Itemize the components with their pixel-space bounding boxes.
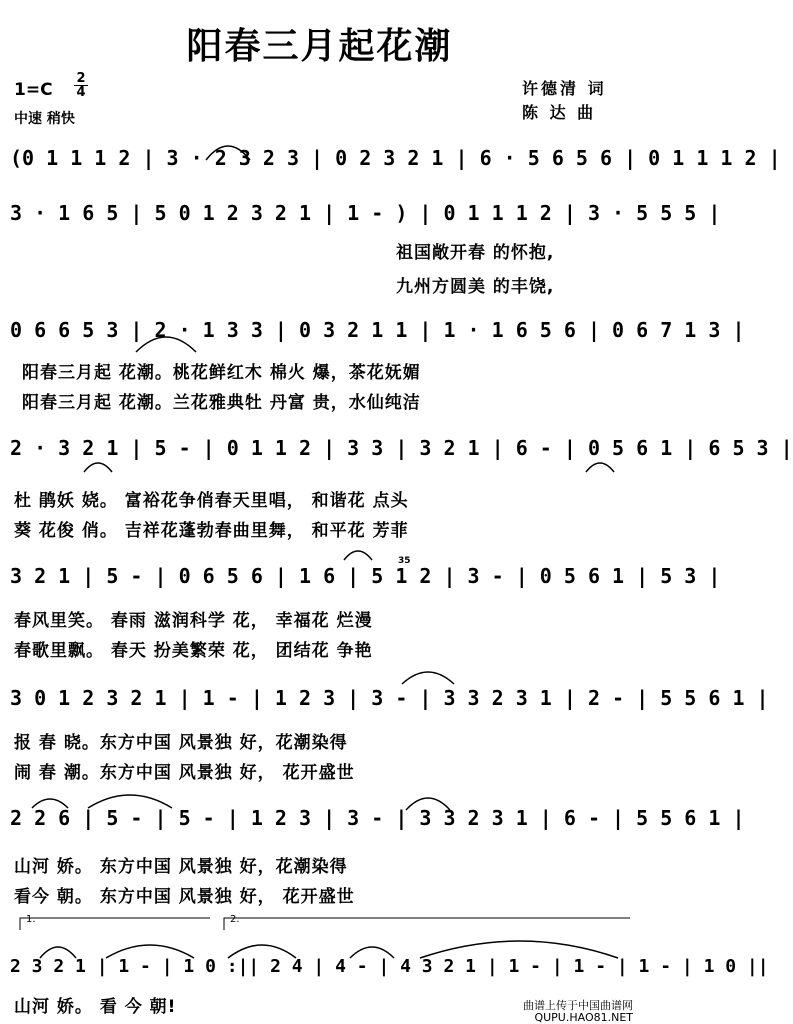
lyric-row-7-verse-1: 山河 娇。 东方中国 风景独 好，花潮染得	[14, 857, 348, 877]
row-1-notes: (0 1 1 1 2 | 3 · 2 3 2 3 | 0 2 3 2 1 | 6 · 5 6 5 6 | 0 1 1 1 2 |	[10, 146, 781, 170]
slur	[206, 146, 250, 160]
time-signature-top: 2	[74, 72, 88, 86]
volta-second: 2.	[230, 914, 240, 925]
time-signature-bottom: 4	[76, 85, 86, 100]
lyricist-credit: 许德清 词	[522, 79, 607, 98]
volta-first: 1.	[26, 914, 36, 925]
slur	[586, 463, 614, 472]
lyric-row-8: 山河 娇。 看 今 朝!	[14, 997, 177, 1017]
row-3-notes: 0 6 6 5 3 | 2 · 1 3 3 | 0 3 2 1 1 | 1 · 1 6 5 6 | 0 6 7 1 3 |	[10, 318, 745, 342]
lyric-row-6-verse-2: 闹 春 潮。东方中国 风景独 好， 花开盛世	[14, 763, 355, 783]
lyric-row-5-verse-1: 春风里笑。 春雨 滋润科学 花， 幸福花 烂漫	[14, 611, 373, 631]
slur	[88, 795, 172, 808]
watermark-line-1: 曲谱上传于中国曲谱网	[523, 999, 633, 1012]
volta-bracket	[20, 918, 210, 930]
lyric-row-3-verse-1: 阳春三月起 花潮。桃花鲜红木 棉火 爆，茶花妩媚	[22, 363, 421, 383]
slur	[84, 463, 112, 472]
key-signature: 1=C	[14, 80, 53, 100]
grace-note: 35	[398, 556, 411, 566]
slur	[136, 337, 196, 352]
row-4-notes: 2 · 3 2 1 | 5 - | 0 1 1 2 | 3 3 | 3 2 1 | 6 - | 0 5 6 1 | 6 5 3 |	[10, 436, 793, 460]
slur	[228, 945, 296, 958]
lyric-row-4-verse-1: 杜 鹃妖 娆。 富裕花争俏春天里唱， 和谐花 点头	[14, 491, 409, 511]
slur	[406, 798, 450, 810]
row-5-notes: 3 2 1 | 5 - | 0 6 5 6 | 1 6 | 5 1 2 | 3 - | 0 5 6 1 | 5 3 |	[10, 564, 721, 588]
composer-credit: 陈 达 曲	[522, 103, 597, 122]
slur	[40, 947, 76, 958]
volta-bracket	[224, 918, 630, 930]
slur	[344, 551, 372, 560]
lyric-row-2-verse-1: 祖国敞开春 的怀抱,	[396, 243, 555, 263]
slur	[350, 947, 394, 958]
watermark-line-2: QUPU.HAO81.NET	[534, 1011, 633, 1024]
slur	[32, 799, 68, 808]
lyric-row-3-verse-2: 阳春三月起 花潮。兰花雅典牡 丹富 贵，水仙纯洁	[22, 393, 421, 413]
slur	[106, 945, 194, 958]
row-2-notes: 3 · 1 6 5 | 5 0 1 2 3 2 1 | 1 - ) | 0 1 1 1 2 | 3 · 5 5 5 |	[10, 201, 721, 225]
lyric-row-2-verse-2: 九州方圆美 的丰饶,	[396, 277, 555, 297]
page-title: 阳春三月起花潮	[186, 25, 453, 67]
watermark	[523, 1000, 633, 1024]
row-8-notes: 2 3 2 1 | 1 - | 1 0 :|| 2 4 | 4 - | 4 3 2 1 | 1 - | 1 - | 1 - | 1 0 ||	[10, 956, 769, 977]
row-7-notes: 2 2 6 | 5 - | 5 - | 1 2 3 | 3 - | 3 3 2 3 1 | 6 - | 5 5 6 1 |	[10, 806, 745, 830]
slur	[420, 941, 618, 958]
lyric-row-4-verse-2: 葵 花俊 俏。 吉祥花蓬勃春曲里舞， 和平花 芳菲	[14, 521, 409, 541]
lyric-row-6-verse-1: 报 春 晓。东方中国 风景独 好，花潮染得	[14, 733, 348, 753]
lyric-row-5-verse-2: 春歌里飘。 春天 扮美繁荣 花， 团结花 争艳	[14, 641, 373, 661]
row-6-notes: 3 0 1 2 3 2 1 | 1 - | 1 2 3 | 3 - | 3 3 2 3 1 | 2 - | 5 5 6 1 |	[10, 686, 769, 710]
tempo-marking: 中速 稍快	[14, 111, 75, 127]
lyric-row-7-verse-2: 看今 朝。 东方中国 风景独 好， 花开盛世	[14, 887, 355, 907]
slur	[402, 672, 454, 684]
